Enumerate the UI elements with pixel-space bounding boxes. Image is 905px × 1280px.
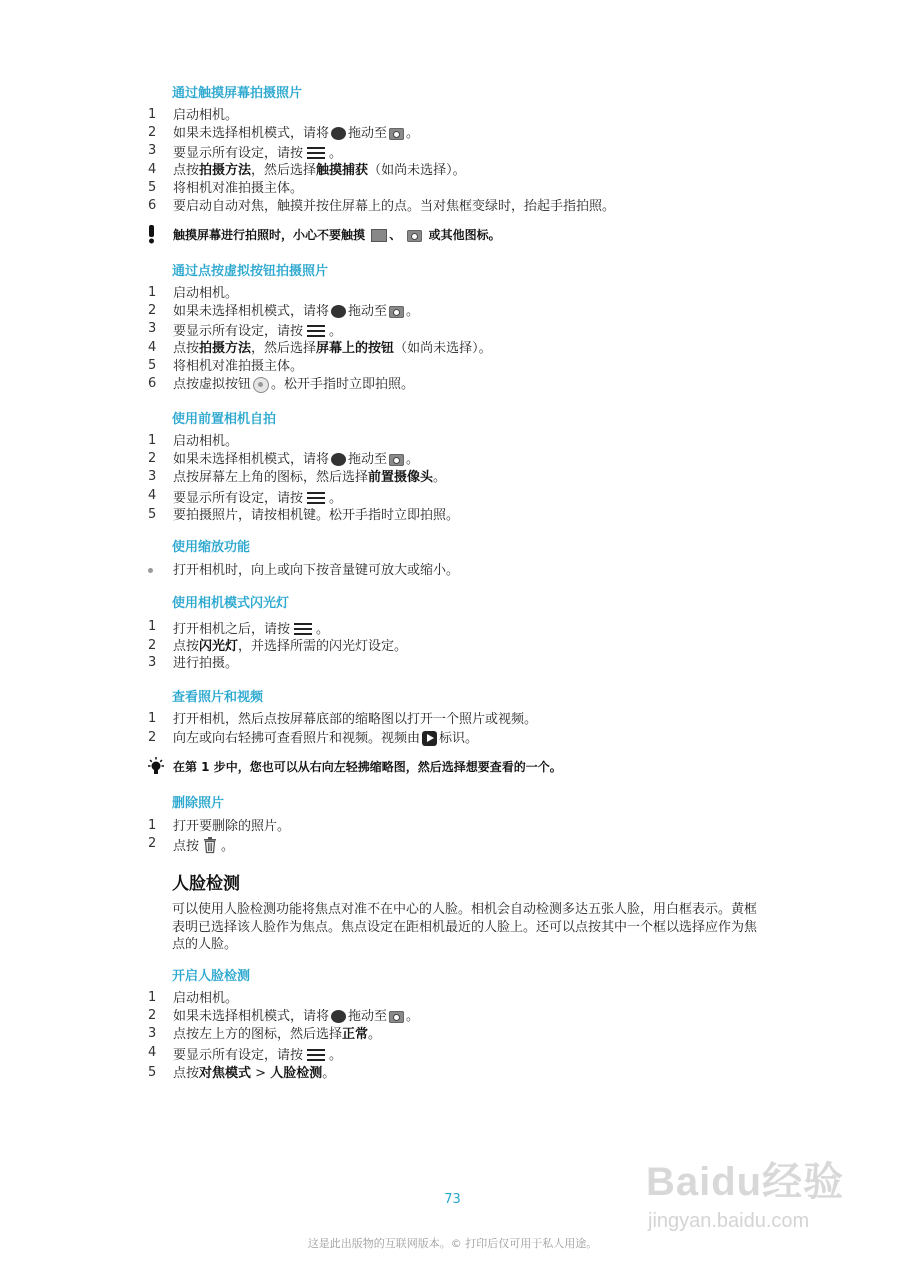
note-text: 或其他图标。 — [428, 228, 501, 242]
camera-icon — [389, 1011, 404, 1023]
step-text: 点按屏幕左上角的图标，然后选择 — [173, 470, 369, 485]
step-number: 4 — [148, 1045, 157, 1060]
step-text: 如果未选择相机模式，请将 — [173, 452, 330, 467]
step-number: 4 — [148, 340, 157, 355]
play-icon — [422, 731, 437, 746]
step-text: 要启动自动对焦，触摸并按住屏幕上的点。当对焦框变绿时，抬起手指拍照。 — [173, 199, 616, 214]
trash-icon — [201, 836, 219, 854]
step-text: 。 — [322, 1066, 336, 1081]
step-text: 。 — [221, 839, 235, 854]
mode-dot-icon — [331, 305, 346, 318]
step-text: （如尚未选择）。 — [368, 163, 466, 178]
step-number: 1 — [148, 619, 157, 634]
bullet-text: 打开相机时，向上或向下按音量键可放大或缩小。 — [173, 563, 460, 578]
step-number: 2 — [148, 451, 157, 466]
step-text: 拖动至 — [348, 304, 388, 319]
menu-icon — [292, 619, 314, 637]
warning-icon — [146, 224, 158, 244]
step-text: 拖动至 — [348, 1009, 388, 1024]
step-text: 。 — [406, 304, 420, 319]
step-bold-text: 拍摄方法 — [199, 341, 252, 356]
step-text: 启动相机。 — [173, 991, 239, 1006]
step-text: 点按 — [173, 163, 200, 178]
step-number: 3 — [148, 321, 157, 336]
step-number: 4 — [148, 488, 157, 503]
step-number: 2 — [148, 1008, 157, 1023]
step-text: 要显示所有设定，请按 — [173, 146, 304, 161]
section-title-enable-face: 开启人脸检测 — [172, 969, 251, 984]
step-text: 如果未选择相机模式，请将 — [173, 1009, 330, 1024]
camera-icon — [407, 230, 422, 242]
page-number: 73 — [444, 1192, 461, 1207]
section-title-touch: 通过触摸屏幕拍摄照片 — [172, 86, 303, 101]
step-text: 向左或向右轻拂可查看照片和视频。视频由 — [173, 731, 421, 746]
step-text: 如果未选择相机模式，请将 — [173, 126, 330, 141]
note-text: 、 — [389, 228, 402, 242]
step-bold-text: 拍摄方法 — [199, 163, 252, 178]
step-number: 1 — [148, 990, 157, 1005]
step-text: ，然后选择 — [251, 163, 317, 178]
step-text: 打开要删除的照片。 — [173, 819, 291, 834]
step-text: 要拍摄照片，请按相机键。松开手指时立即拍照。 — [173, 508, 460, 523]
mode-dot-icon — [331, 1010, 346, 1023]
step-text: 启动相机。 — [173, 108, 239, 123]
step-number: 5 — [148, 1065, 157, 1080]
step-text: ，然后选择 — [251, 341, 317, 356]
step-text: 。 — [329, 146, 343, 161]
section-title-flash: 使用相机模式闪光灯 — [172, 596, 290, 611]
step-number: 3 — [148, 143, 157, 158]
step-text: 。 — [406, 126, 420, 141]
step-text: 将相机对准拍摄主体。 — [173, 359, 304, 374]
step-number: 2 — [148, 730, 157, 745]
step-number: 2 — [148, 125, 157, 140]
step-number: 3 — [148, 469, 157, 484]
step-number: 5 — [148, 507, 157, 522]
section-title-zoom: 使用缩放功能 — [172, 540, 251, 555]
section-title-virtual: 通过点按虚拟按钮拍摄照片 — [172, 264, 329, 279]
step-number: 3 — [148, 1026, 157, 1041]
section-heading-face: 人脸检测 — [172, 874, 240, 894]
step-text: 标识。 — [439, 731, 479, 746]
step-text: 点按 — [173, 341, 200, 356]
footer-note: 这是此出版物的互联网版本。© 打印后仅可用于私人用途。 — [307, 1237, 598, 1250]
step-number: 1 — [148, 433, 157, 448]
step-text: 。 — [406, 1009, 420, 1024]
bulb-icon — [146, 757, 166, 777]
step-number: 2 — [148, 836, 157, 851]
step-text: 。 — [368, 1027, 382, 1042]
camera-icon — [389, 454, 404, 466]
step-number: 5 — [148, 180, 157, 195]
section-title-delete: 删除照片 — [172, 796, 225, 811]
step-number: 2 — [148, 303, 157, 318]
step-text: 点按虚拟按钮 — [173, 377, 252, 392]
mode-dot-icon — [331, 127, 346, 140]
step-text: 。 — [433, 470, 447, 485]
step-text: 点按 — [173, 639, 200, 654]
tip-text: 在第 1 步中，您也可以从右向左轻拂缩略图，然后选择想要查看的一个。 — [173, 760, 562, 774]
step-text: 启动相机。 — [173, 434, 239, 449]
step-number: 6 — [148, 376, 157, 391]
step-number: 1 — [148, 818, 157, 833]
step-bold-text: 正常 — [342, 1027, 369, 1042]
section-title-view: 查看照片和视频 — [172, 690, 264, 705]
step-text: 进行拍摄。 — [173, 656, 239, 671]
step-number: 3 — [148, 655, 157, 670]
menu-icon — [305, 1045, 327, 1063]
step-text: 。 — [329, 1048, 343, 1063]
step-bold-text: 人脸检测 — [270, 1066, 323, 1081]
face-paragraph: 可以使用人脸检测功能将焦点对准不在中心的人脸。相机会自动检测多达五张人脸，用白框表示。黄框表明已选择该人脸作为焦点。焦点设定在距相机最近的人脸上。还可以点按其中一个框以选择应作为焦点的人脸。 — [172, 902, 758, 952]
step-number: 1 — [148, 285, 157, 300]
step-text: 点按 — [173, 839, 200, 854]
step-text: 点按 — [173, 1066, 200, 1081]
watermark-logo: Baidu经验 — [646, 1160, 845, 1204]
step-text: 要显示所有设定，请按 — [173, 324, 304, 339]
step-bold-text: 对焦模式 — [199, 1066, 252, 1081]
menu-icon — [305, 488, 327, 506]
step-bold-text: 屏幕上的按钮 — [316, 341, 395, 356]
menu-icon — [305, 143, 327, 161]
note-text: 触摸屏幕进行拍照时，小心不要触摸 — [173, 228, 366, 242]
grid-icon — [371, 229, 387, 242]
step-text: 。松开手指时立即拍照。 — [271, 377, 415, 392]
step-text: 打开相机之后，请按 — [173, 622, 291, 637]
camera-icon — [389, 128, 404, 140]
step-text: （如尚未选择）。 — [394, 341, 492, 356]
step-text: 打开相机，然后点按屏幕底部的缩略图以打开一个照片或视频。 — [173, 712, 538, 727]
step-number: 4 — [148, 162, 157, 177]
watermark-url: jingyan.baidu.com — [648, 1210, 810, 1232]
baidu-watermark — [638, 1140, 853, 1260]
step-number: 1 — [148, 711, 157, 726]
camera-icon — [389, 306, 404, 318]
shutter-icon — [253, 377, 269, 393]
step-number: 6 — [148, 198, 157, 213]
menu-icon — [305, 321, 327, 339]
step-text: 。 — [329, 324, 343, 339]
step-number: 2 — [148, 638, 157, 653]
mode-dot-icon — [331, 453, 346, 466]
step-number: 5 — [148, 358, 157, 373]
step-bold-text: 前置摄像头 — [368, 470, 434, 485]
step-text: 要显示所有设定，请按 — [173, 491, 304, 506]
step-text: 点按左上方的图标，然后选择 — [173, 1027, 343, 1042]
step-number: 1 — [148, 107, 157, 122]
step-text: 。 — [316, 622, 330, 637]
step-text: 将相机对准拍摄主体。 — [173, 181, 304, 196]
step-text: 要显示所有设定，请按 — [173, 1048, 304, 1063]
step-bold-text: 触摸捕获 — [316, 163, 369, 178]
section-title-front: 使用前置相机自拍 — [172, 412, 277, 427]
step-text: 。 — [329, 491, 343, 506]
bullet-icon — [148, 568, 153, 573]
step-text: ，并选择所需的闪光灯设定。 — [238, 639, 408, 654]
step-text: 拖动至 — [348, 126, 388, 141]
step-text: 启动相机。 — [173, 286, 239, 301]
step-text: 。 — [406, 452, 420, 467]
step-text: 拖动至 — [348, 452, 388, 467]
step-text: > — [251, 1066, 271, 1081]
step-bold-text: 闪光灯 — [199, 639, 239, 654]
step-text: 如果未选择相机模式，请将 — [173, 304, 330, 319]
